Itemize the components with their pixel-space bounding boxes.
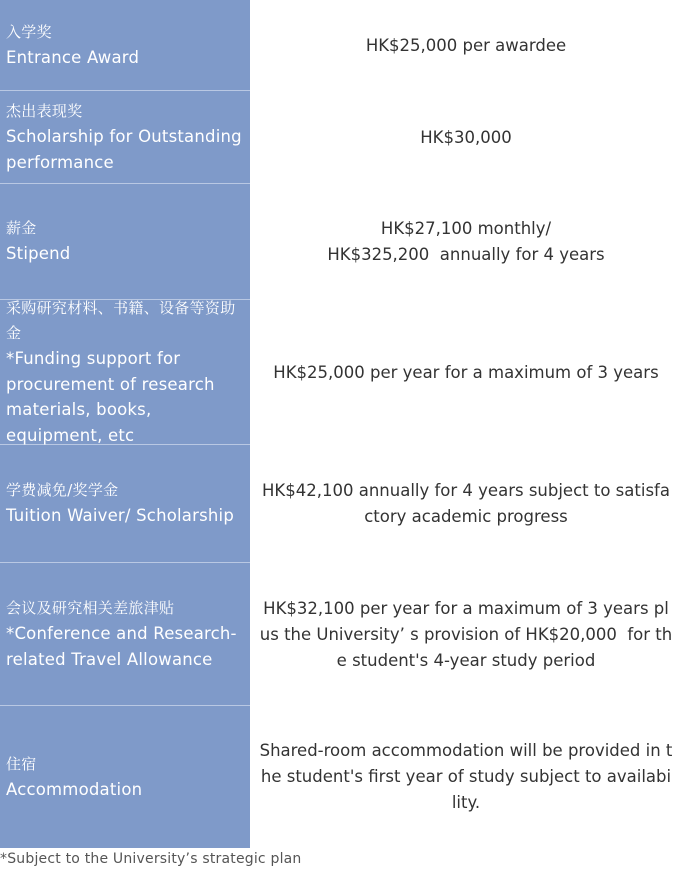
label-english: Stipend <box>6 244 71 264</box>
row-label <box>0 445 250 563</box>
row-value <box>250 563 681 706</box>
label-english: *Conference and Research-related Travel Allowance <box>6 624 237 669</box>
value-text: HK$25,000 per awardee <box>365 35 567 55</box>
row-label <box>0 563 250 706</box>
label-english: Scholarship for Outstanding performance <box>6 127 242 172</box>
row-label <box>0 706 250 848</box>
row-value <box>250 300 681 445</box>
label-english: Entrance Award <box>6 47 140 67</box>
value-text: HK$42,100 annually for 4 years subject to satisfactory academic progress <box>262 481 670 526</box>
table-row <box>0 184 681 300</box>
label-chinese: 薪金 <box>6 219 37 238</box>
table-row <box>0 300 681 445</box>
row-label <box>0 184 250 300</box>
value-text: HK$25,000 per year for a maximum of 3 years <box>273 362 659 382</box>
row-value <box>250 445 681 563</box>
label-english: Tuition Waiver/ Scholarship <box>6 506 235 526</box>
label-english: Accommodation <box>6 779 143 799</box>
value-text: HK$27,100 monthly/ HK$325,200 annually for 4 years <box>327 219 605 264</box>
label-chinese: 会议及研究相关差旅津贴 <box>6 599 175 617</box>
table-row <box>0 706 681 848</box>
label-chinese: 住宿 <box>6 754 37 773</box>
row-label <box>0 300 250 445</box>
row-label <box>0 0 250 91</box>
row-value <box>250 184 681 300</box>
label-chinese: 采购研究材料、书籍、设备等资助金 <box>6 299 236 342</box>
row-value <box>250 0 681 91</box>
label-chinese: 入学奖 <box>6 22 52 41</box>
row-label <box>0 91 250 184</box>
table-row <box>0 0 681 91</box>
label-chinese: 杰出表现奖 <box>6 102 83 120</box>
row-value <box>250 91 681 184</box>
label-english: *Funding support for procurement of research materials, books, equipment, etc <box>6 349 215 445</box>
table-row <box>0 563 681 706</box>
row-value <box>250 706 681 848</box>
footnote: *Subject to the University’s strategic plan <box>0 851 302 867</box>
value-text: HK$30,000 <box>420 127 512 147</box>
value-text: Shared-room accommodation will be provided in the student's first year of study subject to availability. <box>259 741 673 812</box>
table-row <box>0 445 681 563</box>
label-chinese: 学费减免/奖学金 <box>6 481 119 500</box>
value-text: HK$32,100 per year for a maximum of 3 years plus the University’ s provision of HK$20,000 for the student's 4-year study period <box>259 598 673 670</box>
table-row <box>0 91 681 184</box>
